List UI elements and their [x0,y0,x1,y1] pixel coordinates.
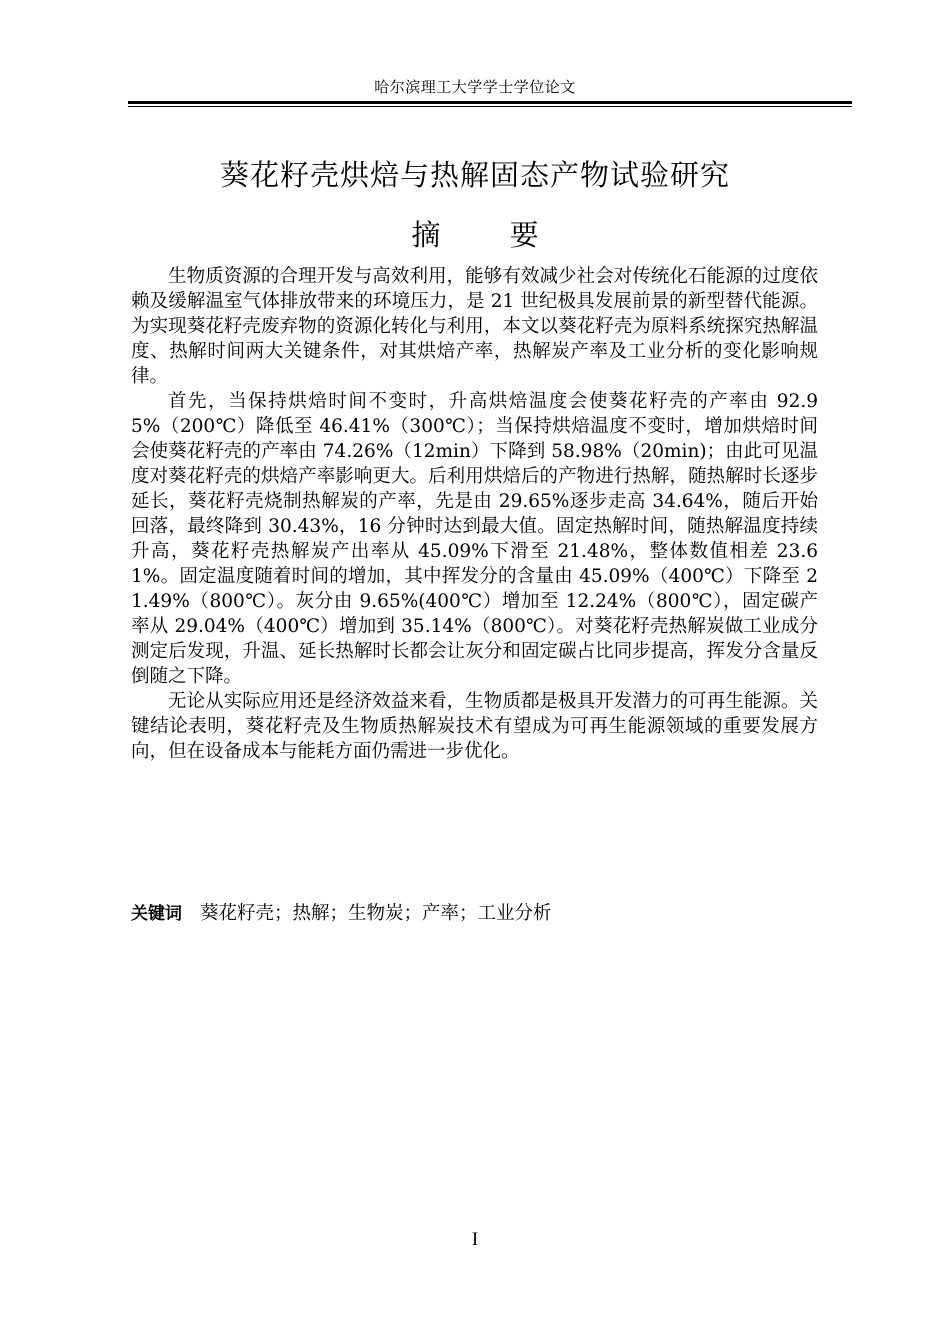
keywords-line [131,901,818,927]
abstract-paragraph-3: 无论从实际应用还是经济效益来看，生物质都是极具开发潜力的可再生能源。关键结论表明，葵花籽壳及生物质热解炭技术有望成为可再生能源领域的重要发展方向，但在设备成本与能耗方面仍需进一步优化。 [131,691,818,762]
header-rule-thin [128,106,852,107]
thesis-title: 葵花籽壳烘焙与热解固态产物试验研究 [219,158,730,192]
abstract-heading: 摘 要 [411,218,569,252]
abstract-body [131,264,818,764]
running-header: 哈尔滨理工大学学士学位论文 [374,78,576,96]
header-rule-thick [128,101,852,104]
abstract-paragraph-2: 首先，当保持烘焙时间不变时，升高烘焙温度会使葵花籽壳的产率由 92.95%（200℃）降低至 46.41%（300℃）；当保持烘焙温度不变时，增加烘焙时间会使葵花籽壳的产率由 74.26%（12min）下降到 58.98%（20min)；由此可见温度对葵花籽壳的烘焙产率影响更大。后利用烘焙后的产物进行热解，随热解时长逐步延长，葵花籽壳烧制热解炭的产率，先是由 29.65%逐步走高 34.64%，随后开始回落，最终降到 30.43%，16 分钟时达到最大值。固定热解时间，随热解温度持续升高，葵花籽壳热解炭产出率从 45.09%下滑至 21.48%，整体数值相差 23.61%。固定温度随着时间的增加，其中挥发分的含量由 45.09%（400℃）下降至 21.49%（800℃）。灰分由 9.65%(400℃）增加至 12.24%（800℃），固定碳产率从 29.04%（400℃）增加到 35.14%（800℃）。对葵花籽壳热解炭做工业成分测定后发现，升温、延长热解时长都会让灰分和固定碳占比同步提高，挥发分含量反倒随之下降。 [131,391,818,687]
keywords-label: 关键词 [131,904,182,924]
keywords-text: 葵花籽壳；热解；生物炭；产率；工业分析 [200,903,552,924]
page-number: I [471,1229,479,1250]
abstract-paragraph-1: 生物质资源的合理开发与高效利用，能够有效减少社会对传统化石能源的过度依赖及缓解温室气体排放带来的环境压力，是 21 世纪极具发展前景的新型替代能源。为实现葵花籽壳废弃物的资源化转化与利用，本文以葵花籽壳为原料系统探究热解温度、热解时间两大关键条件，对其烘焙产率，热解炭产率及工业分析的变化影响规律。 [131,266,818,387]
